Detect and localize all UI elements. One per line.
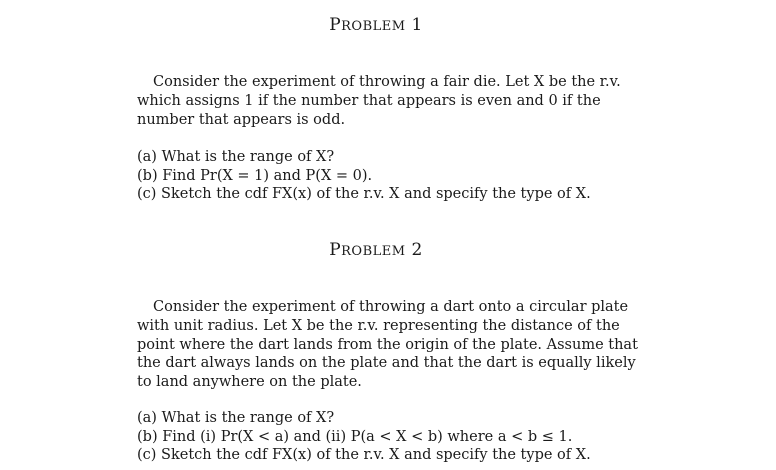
problem-2-questions [137,409,591,465]
problem-1-title: PROBLEM 1 [329,15,423,35]
intro-line: number that appears is odd. [137,111,346,128]
intro-line: with unit radius. Let X be the r.v. representing the distance of the [137,317,620,334]
intro-line: to land anywhere on the plate. [137,374,362,391]
intro-line: Consider the experiment of throwing a fair die. Let X be the r.v. [153,74,621,90]
question-b: (b) Find Pr(X = 1) and P(X = 0). [137,167,373,184]
problem-2-title: PROBLEM 2 [329,240,423,260]
question-c: (c) Sketch the cdf FX(x) of the r.v. X and specify the type of X. [137,186,591,203]
problem-1-questions [137,148,591,204]
intro-line: point where the dart lands from the origin of the plate. Assume that [137,336,638,353]
intro-line: the dart always lands on the plate and that the dart is equally likely [137,355,636,372]
intro-line: Consider the experiment of throwing a dart onto a circular plate [153,299,629,315]
problem-1-intro [137,73,621,129]
question-c: (c) Sketch the cdf FX(x) of the r.v. X and specify the type of X. [137,447,591,464]
question-a: (a) What is the range of X? [137,149,335,165]
question-a: (a) What is the range of X? [137,410,335,426]
intro-line: which assigns 1 if the number that appears is even and 0 if the [137,92,601,109]
problem-2-intro [137,298,638,392]
question-b: (b) Find (i) Pr(X < a) and (ii) P(a < X < b) where a < b ≤ 1. [137,428,573,445]
